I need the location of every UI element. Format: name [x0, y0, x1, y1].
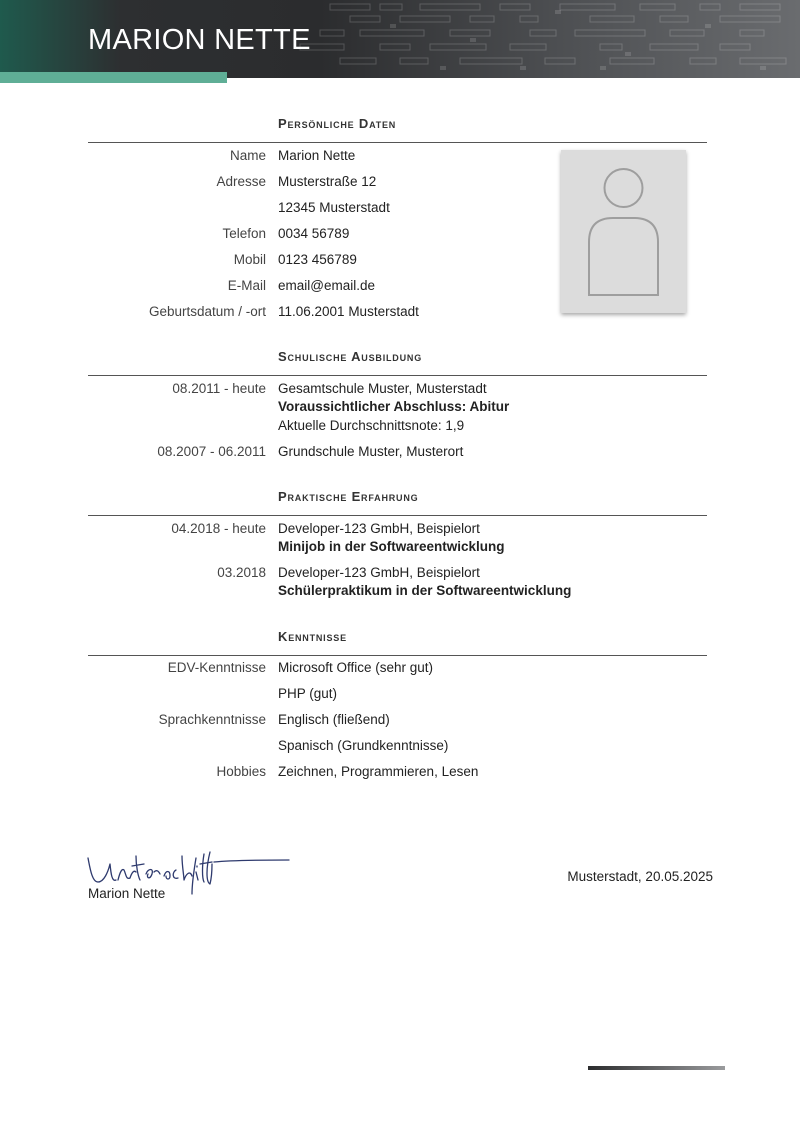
label-languages: Sprachkenntnisse — [158, 712, 266, 727]
value-birth: 11.06.2001 Musterstadt — [278, 304, 419, 319]
school-grade-1: Aktuelle Durchschnittsnote: 1,9 — [278, 418, 465, 433]
section-title-personal: Persönliche Daten — [278, 116, 397, 131]
section-title-skills: Kenntnisse — [278, 629, 347, 644]
page-title: MARION NETTE — [88, 24, 311, 56]
profile-photo-placeholder — [561, 150, 686, 313]
school-period-2: 08.2007 - 06.2011 — [157, 444, 266, 459]
footer-bar — [588, 1066, 725, 1070]
school-name-2: Grundschule Muster, Musterort — [278, 444, 464, 459]
label-address: Adresse — [216, 174, 266, 189]
value-language-2: Spanisch (Grundkenntnisse) — [278, 738, 449, 753]
label-phone: Telefon — [222, 226, 266, 241]
value-language-1: Englisch (fließend) — [278, 712, 390, 727]
date-place: Musterstadt, 20.05.2025 — [567, 869, 713, 884]
section-divider — [88, 142, 707, 143]
label-mobile: Mobil — [233, 252, 266, 267]
section-divider — [88, 515, 707, 516]
school-period-1: 08.2011 - heute — [172, 381, 266, 396]
label-email: E-Mail — [227, 278, 266, 293]
label-birth: Geburtsdatum / -ort — [148, 304, 266, 319]
value-city: 12345 Musterstadt — [278, 200, 390, 215]
value-it-skill-2: PHP (gut) — [278, 686, 338, 701]
value-it-skill-1: Microsoft Office (sehr gut) — [278, 660, 434, 675]
label-name: Name — [229, 148, 266, 163]
school-name-1: Gesamtschule Muster, Musterstadt — [278, 381, 487, 396]
value-hobbies: Zeichnen, Programmieren, Lesen — [278, 764, 479, 779]
job-role-2: Schülerpraktikum in der Softwareentwicklung — [278, 583, 572, 598]
school-degree-1: Voraussichtlicher Abschluss: Abitur — [278, 399, 510, 414]
job-period-1: 04.2018 - heute — [171, 521, 266, 536]
job-role-1: Minijob in der Softwareentwicklung — [278, 539, 505, 554]
value-street: Musterstraße 12 — [278, 174, 377, 189]
person-silhouette-icon — [561, 150, 686, 313]
section-title-school: Schulische Ausbildung — [278, 349, 422, 364]
job-company-2: Developer-123 GmbH, Beispielort — [278, 565, 480, 580]
value-mobile: 0123 456789 — [278, 252, 357, 267]
job-company-1: Developer-123 GmbH, Beispielort — [278, 521, 480, 536]
value-email: email@email.de — [278, 278, 375, 293]
signature-name: Marion Nette — [88, 886, 166, 901]
job-period-2: 03.2018 — [217, 565, 266, 580]
section-divider — [88, 375, 707, 376]
section-divider — [88, 655, 707, 656]
label-it-skills: EDV-Kenntnisse — [167, 660, 266, 675]
value-name: Marion Nette — [278, 148, 356, 163]
value-phone: 0034 56789 — [278, 226, 350, 241]
accent-bar — [0, 72, 227, 83]
label-hobbies: Hobbies — [216, 764, 266, 779]
section-title-experience: Praktische Erfahrung — [278, 489, 419, 504]
